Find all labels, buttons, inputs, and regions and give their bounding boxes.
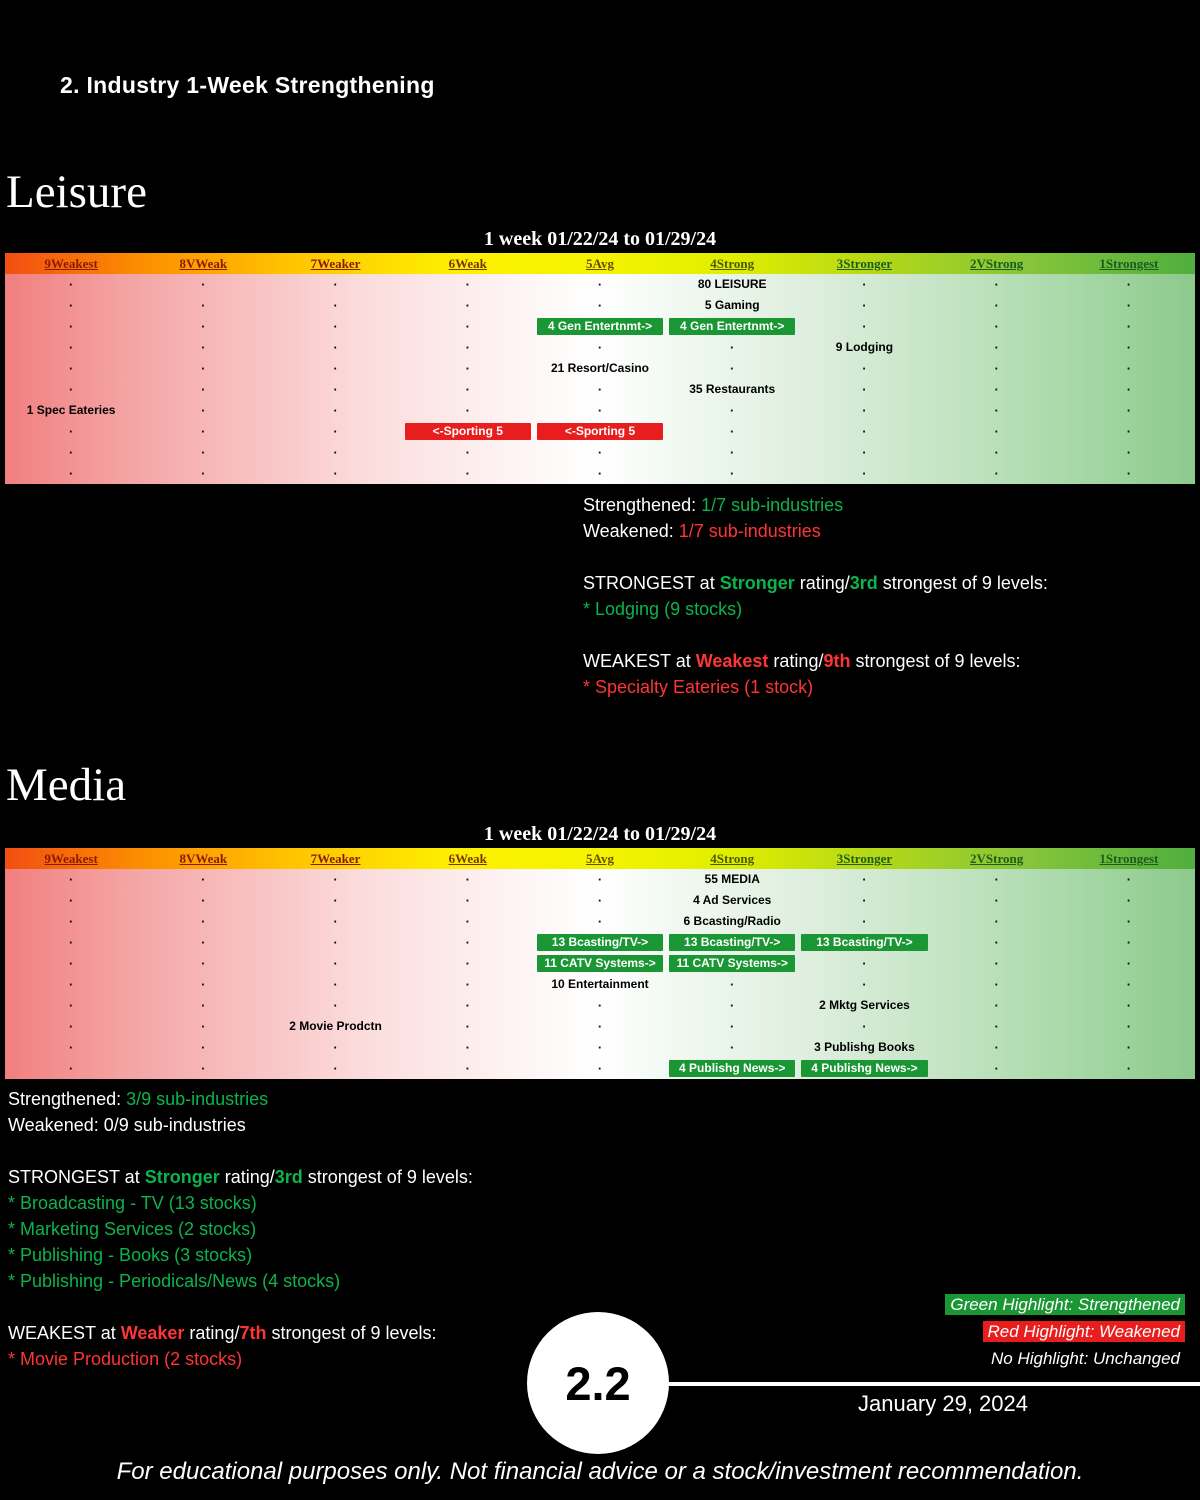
legend-item: Green Highlight: Strengthened [945,1295,1185,1315]
dot-cell: · [68,1040,74,1055]
strengthened-line: Strengthened: 1/7 sub-industries [583,495,844,515]
weakest-line: WEAKEST at Weakest rating/9th strongest of 9 levels: [583,651,1021,671]
dot-cell: · [730,445,735,460]
industry-cell: 55 MEDIA [704,872,760,886]
dot-cell: · [68,382,74,397]
dot-cell: · [68,914,74,929]
dot-cell: · [597,403,603,418]
divider-line [620,1382,1200,1386]
strongest-item: * Marketing Services (2 stocks) [8,1219,257,1239]
dot-cell: · [333,340,338,355]
table-row [5,1058,1195,1079]
table-cell [798,932,930,953]
weakest-item: * Specialty Eateries (1 stock) [583,677,814,697]
dot-cell: · [862,424,867,439]
dot-cell: · [201,935,206,950]
page-title: 2. Industry 1-Week Strengthening [60,72,435,98]
dot-cell: · [862,977,867,992]
media-heatmap-table [5,820,1195,1079]
dot-cell: · [465,298,470,313]
dot-cell: · [465,914,470,929]
dot-cell: · [465,1019,470,1034]
industry-cell: 4 Ad Services [693,893,772,907]
table-row [5,995,1195,1016]
table-row [5,463,1195,484]
table-row [5,911,1195,932]
dot-cell: · [201,998,206,1013]
weakened-cell: <-Sporting 5 [405,423,531,440]
industry-cell: 6 Bcasting/Radio [683,914,781,928]
industry-cell: 2 Movie Prodctn [289,1019,382,1033]
slide-number: 2.2 [565,1356,631,1410]
table-row [5,337,1195,358]
dot-cell: · [994,893,999,908]
dot-cell: · [597,1040,603,1055]
table-cell [666,316,798,337]
strengthened-cell: 13 Bcasting/TV-> [537,934,663,951]
table-row [5,1037,1195,1058]
dot-cell: · [333,277,338,292]
dot-cell: · [201,319,206,334]
dot-cell: · [1126,872,1132,887]
dot-cell: · [201,893,206,908]
dot-cell: · [730,340,735,355]
dot-cell: · [730,403,735,418]
dot-cell: · [201,277,206,292]
dot-cell: · [68,424,74,439]
column-header-3stronger: 3Stronger [836,256,893,271]
dot-cell: · [201,1040,206,1055]
dot-cell: · [201,340,206,355]
dot-cell: · [1126,998,1132,1013]
dot-cell: · [201,977,206,992]
dot-cell: · [730,424,735,439]
slide-number-badge [527,1312,669,1454]
dot-cell: · [597,445,603,460]
column-header-9weakest: 9Weakest [44,256,98,271]
dot-cell: · [597,872,603,887]
legend-item: Red Highlight: Weakened [945,1322,1185,1342]
column-header-7weaker: 7Weaker [310,256,361,271]
table-row [5,379,1195,400]
dot-cell: · [730,1019,735,1034]
dot-cell: · [1126,914,1132,929]
dot-cell: · [201,1019,206,1034]
dot-cell: · [465,445,470,460]
industry-cell: 2 Mktg Services [819,998,910,1012]
dot-cell: · [730,466,735,481]
column-header-8vweak: 8VWeak [179,256,228,271]
disclaimer: For educational purposes only. Not financial advice or a stock/investment recommendation. [116,1458,1084,1485]
industry-cell: 9 Lodging [835,340,894,354]
dot-cell: · [994,319,999,334]
dot-cell: · [465,361,470,376]
dot-cell: · [862,319,867,334]
dot-cell: · [597,382,603,397]
table-row [5,316,1195,337]
strengthened-cell: 13 Bcasting/TV-> [801,934,927,951]
dot-cell: · [862,872,867,887]
dot-cell: · [1126,361,1132,376]
table-row [5,421,1195,442]
strongest-item: * Publishing - Periodicals/News (4 stocks) [8,1271,341,1291]
table-cell [534,953,666,974]
dot-cell: · [994,466,999,481]
dot-cell: · [994,424,999,439]
column-header-4strong: 4Strong [710,851,755,866]
weakest-line: WEAKEST at Weaker rating/7th strongest of 9 levels: [8,1323,437,1343]
column-header-row [5,848,1195,869]
column-header-1strongest: 1Strongest [1099,851,1159,866]
dot-cell: · [994,361,999,376]
column-header-2vstrong: 2VStrong [970,851,1024,866]
dot-cell: · [994,1061,999,1076]
strongest-line: STRONGEST at Stronger rating/3rd strongest of 9 levels: [583,573,1048,593]
dot-cell: · [68,956,74,971]
dot-cell: · [333,319,338,334]
dot-cell: · [333,872,338,887]
dot-cell: · [1126,277,1132,292]
dot-cell: · [597,914,603,929]
dot-cell: · [1126,935,1132,950]
dot-cell: · [1126,424,1132,439]
dot-cell: · [730,977,735,992]
dot-cell: · [994,340,999,355]
dot-cell: · [465,1040,470,1055]
column-header-row [5,253,1195,274]
column-header-2vstrong: 2VStrong [970,256,1024,271]
weakest-item: * Movie Production (2 stocks) [8,1349,243,1369]
dot-cell: · [68,998,74,1013]
table-cell [798,1058,930,1079]
dot-cell: · [1126,298,1132,313]
dot-cell: · [201,403,206,418]
date-label: January 29, 2024 [857,1391,1029,1416]
dot-cell: · [333,1061,338,1076]
column-header-6weak: 6Weak [448,851,487,866]
column-header-5avg: 5Avg [586,851,614,866]
industry-cell: 5 Gaming [704,298,760,312]
dot-cell: · [862,277,867,292]
dot-cell: · [465,340,470,355]
dot-cell: · [201,361,206,376]
table-row [5,400,1195,421]
table-row [5,358,1195,379]
dot-cell: · [994,298,999,313]
table-cell [402,421,534,442]
dot-cell: · [68,445,74,460]
dot-cell: · [994,445,999,460]
dot-cell: · [465,382,470,397]
table-row [5,442,1195,463]
dot-cell: · [597,1019,603,1034]
dot-cell: · [68,298,74,313]
dot-cell: · [1126,340,1132,355]
dot-cell: · [862,361,867,376]
dot-cell: · [465,466,470,481]
dot-cell: · [994,277,999,292]
dot-cell: · [1126,445,1132,460]
industry-cell: 1 Spec Eateries [26,403,116,417]
dot-cell: · [1126,403,1132,418]
dot-cell: · [862,382,867,397]
column-header-6weak: 6Weak [448,256,487,271]
dot-cell: · [730,1040,735,1055]
media-summary [8,1086,473,1372]
dot-cell: · [994,872,999,887]
dot-cell: · [597,893,603,908]
dot-cell: · [465,277,470,292]
dot-cell: · [862,445,867,460]
industry-cell: 10 Entertainment [551,977,649,991]
dot-cell: · [862,1019,867,1034]
dot-cell: · [68,1019,74,1034]
dot-cell: · [862,298,867,313]
strengthened-cell: 13 Bcasting/TV-> [669,934,795,951]
table-row [5,869,1195,890]
column-header-8vweak: 8VWeak [179,851,228,866]
table-cell [666,1058,798,1079]
strongest-item: * Publishing - Books (3 stocks) [8,1245,253,1265]
media-table-body [5,869,1195,1079]
dot-cell: · [333,298,338,313]
strongest-item: * Broadcasting - TV (13 stocks) [8,1193,257,1213]
dot-cell: · [201,424,206,439]
dot-cell: · [68,935,74,950]
dot-cell: · [333,893,338,908]
table-row [5,932,1195,953]
dot-cell: · [333,445,338,460]
dot-cell: · [333,382,338,397]
dot-cell: · [1126,956,1132,971]
table-cell [534,421,666,442]
dot-cell: · [994,403,999,418]
leisure-table-body [5,274,1195,484]
strengthened-cell: 4 Gen Entertnmt-> [537,318,663,335]
dot-cell: · [68,466,74,481]
strengthened-cell: 4 Gen Entertnmt-> [669,318,795,335]
column-header-4strong: 4Strong [710,256,755,271]
table-cell [666,953,798,974]
dot-cell: · [201,914,206,929]
dot-cell: · [994,1019,999,1034]
weakened-cell: <-Sporting 5 [537,423,663,440]
dot-cell: · [465,893,470,908]
dot-cell: · [465,872,470,887]
strengthened-cell: 4 Publishg News-> [801,1060,927,1077]
dot-cell: · [1126,382,1132,397]
strengthened-cell: 11 CATV Systems-> [669,955,795,972]
section-title-leisure: Leisure [6,166,147,218]
dot-cell: · [465,956,470,971]
leisure-summary [583,492,1048,700]
dot-cell: · [994,977,999,992]
column-header-1strongest: 1Strongest [1099,256,1159,271]
dot-cell: · [1126,893,1132,908]
weakened-line: Weakened: 1/7 sub-industries [583,521,821,541]
dot-cell: · [333,956,338,971]
dot-cell: · [597,340,603,355]
table-row [5,953,1195,974]
dot-cell: · [68,340,74,355]
dot-cell: · [68,893,74,908]
dot-cell: · [465,977,470,992]
dot-cell: · [994,956,999,971]
dot-cell: · [465,1061,470,1076]
table-row [5,295,1195,316]
industry-cell: 80 LEISURE [697,277,767,291]
table-row [5,1016,1195,1037]
dot-cell: · [333,977,338,992]
strengthened-cell: 11 CATV Systems-> [537,955,663,972]
dot-cell: · [994,1040,999,1055]
dot-cell: · [333,935,338,950]
dot-cell: · [994,935,999,950]
dot-cell: · [862,956,867,971]
strengthened-line: Strengthened: 3/9 sub-industries [8,1089,269,1109]
dot-cell: · [201,466,206,481]
dot-cell: · [1126,977,1132,992]
legend-item: No Highlight: Unchanged [990,1349,1180,1368]
industry-cell: 3 Publishg Books [814,1040,915,1054]
dot-cell: · [68,361,74,376]
table-row [5,890,1195,911]
dot-cell: · [1126,466,1132,481]
dot-cell: · [201,298,206,313]
dot-cell: · [862,914,867,929]
dot-cell: · [730,361,735,376]
leisure-heatmap-table [5,225,1195,484]
dot-cell: · [465,935,470,950]
column-header-3stronger: 3Stronger [836,851,893,866]
dot-cell: · [1126,1040,1132,1055]
dot-cell: · [465,403,470,418]
dot-cell: · [465,998,470,1013]
table-row [5,274,1195,295]
dot-cell: · [333,1040,338,1055]
dot-cell: · [333,361,338,376]
dot-cell: · [597,298,603,313]
column-header-5avg: 5Avg [586,256,614,271]
table-cell [534,316,666,337]
highlight-legend [945,1295,1185,1376]
dot-cell: · [862,403,867,418]
dot-cell: · [333,424,338,439]
table-cell [666,932,798,953]
dot-cell: · [201,382,206,397]
dot-cell: · [730,998,735,1013]
dot-cell: · [1126,1061,1132,1076]
dot-cell: · [597,277,603,292]
dot-cell: · [68,1061,74,1076]
dot-cell: · [201,1061,206,1076]
dot-cell: · [994,998,999,1013]
strongest-line: STRONGEST at Stronger rating/3rd strongest of 9 levels: [8,1167,473,1187]
dot-cell: · [597,466,603,481]
table-period: 1 week 01/22/24 to 01/29/24 [5,225,1195,253]
dot-cell: · [68,277,74,292]
strongest-item: * Lodging (9 stocks) [583,599,743,619]
dot-cell: · [597,998,603,1013]
dot-cell: · [333,403,338,418]
dot-cell: · [201,956,206,971]
dot-cell: · [68,319,74,334]
weakened-line: Weakened: 0/9 sub-industries [8,1115,246,1135]
dot-cell: · [862,466,867,481]
strengthened-cell: 4 Publishg News-> [669,1060,795,1077]
dot-cell: · [68,977,74,992]
dot-cell: · [201,872,206,887]
dot-cell: · [465,319,470,334]
dot-cell: · [333,998,338,1013]
dot-cell: · [994,382,999,397]
dot-cell: · [201,445,206,460]
industry-cell: 21 Resort/Casino [550,361,650,375]
table-period: 1 week 01/22/24 to 01/29/24 [5,820,1195,848]
dot-cell: · [1126,1019,1132,1034]
column-header-9weakest: 9Weakest [44,851,98,866]
dot-cell: · [1126,319,1132,334]
dot-cell: · [333,914,338,929]
dot-cell: · [994,914,999,929]
dot-cell: · [862,893,867,908]
column-header-7weaker: 7Weaker [310,851,361,866]
industry-cell: 35 Restaurants [689,382,776,396]
table-cell [534,932,666,953]
table-row [5,974,1195,995]
dot-cell: · [333,466,338,481]
dot-cell: · [597,1061,603,1076]
dot-cell: · [68,872,74,887]
section-title-media: Media [6,759,127,811]
